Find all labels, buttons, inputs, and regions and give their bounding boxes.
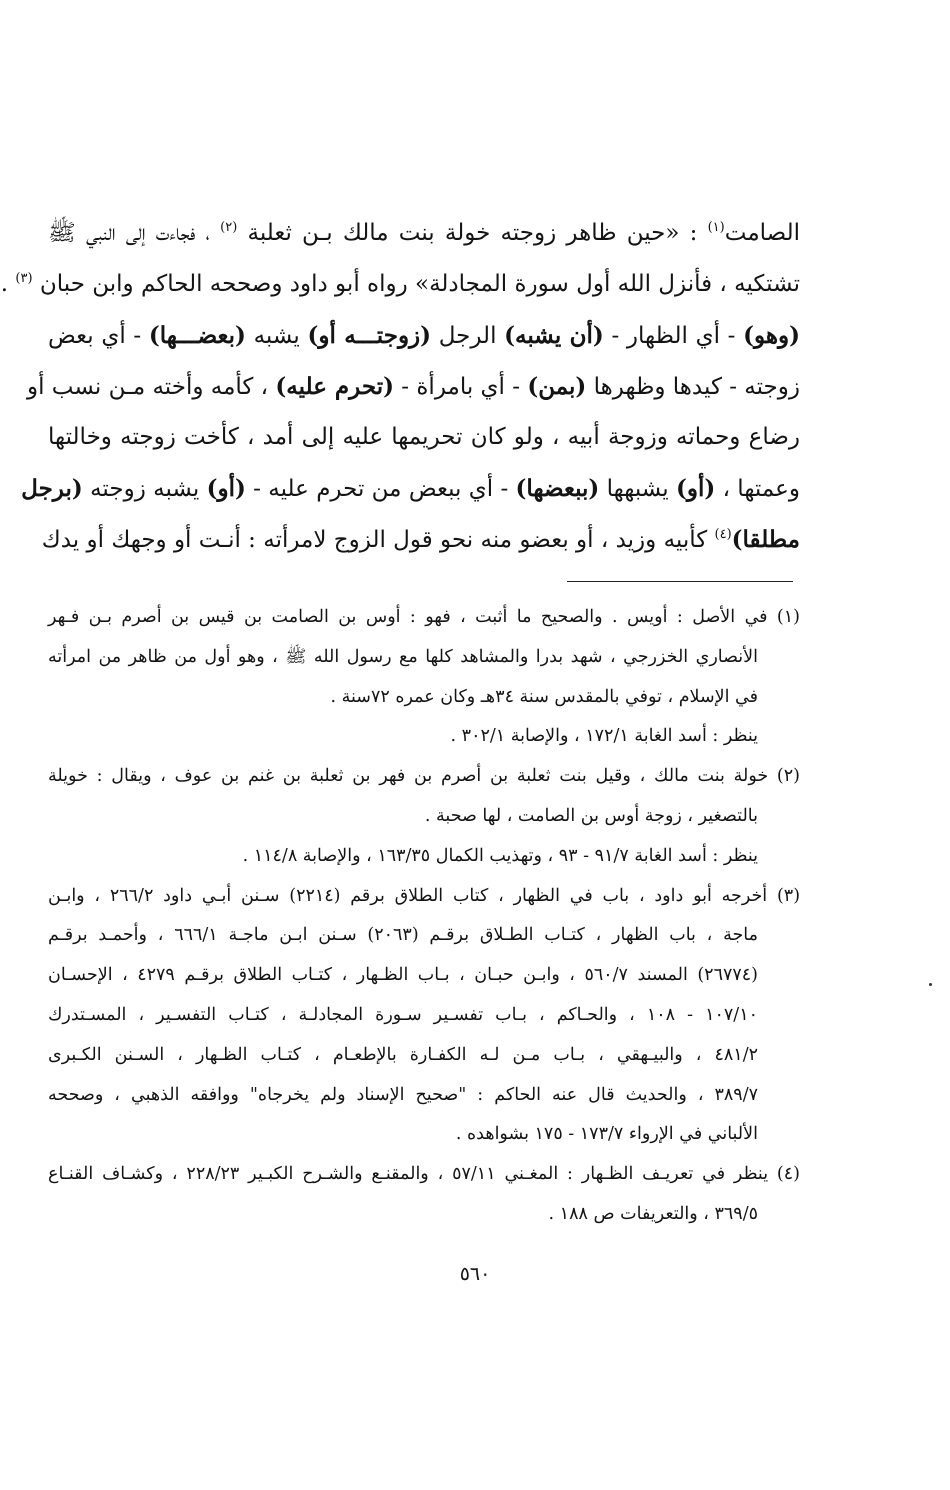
- main-line-5: رضاع وحماته وزوجة أبيه ، ولو كان تحريمها عليه إلى أمد ، كأخت زوجته وخالتها: [48, 424, 800, 450]
- footnote-4-line-2: ٣٦٩/٥ ، والتعريفات ص ١٨٨ .: [548, 1203, 758, 1224]
- text-run: - أي ببعض من تحرم عليه -: [245, 476, 516, 502]
- footnote-1-line-4: ينظر : أسد الغابة ١٧٢/١ ، والإصابة ٣٠٢/١ .: [450, 726, 758, 747]
- footnote-ref-1: (١): [707, 220, 725, 235]
- footnote-3-line-7: الألباني في الإرواء ١٧٣/٧ - ١٧٥ بشواهده .: [455, 1124, 758, 1145]
- footnote-2-line-1: (٢) خولة بنت مالك ، وقيل بنت ثعلبة بن أصرم بن فهر بن ثعلبة بن غنم بن عوف ، ويقال : خويلة: [48, 766, 800, 787]
- footnote-1-line-1: (١) في الأصل : أويس . والصحيح ما أثبت ، فهو : أوس بن الصامت بن قيس بن أصرم بـن فـهر: [48, 607, 800, 627]
- footnotes: [48, 598, 800, 1235]
- text-run: - أي بعض: [48, 323, 149, 349]
- text-run: زوجته - كيدها وظهرها: [586, 374, 800, 400]
- text-run: كأبيه وزيد ، أو بعضو منه نحو قول الزوج لامرأته : أنـت أو وجهك أو يدك: [41, 527, 715, 553]
- text-run: : «حين ظاهر زوجته خولة بنت مالك بـن ثعلبة: [237, 220, 708, 246]
- bold-term: (بمن): [527, 373, 587, 400]
- bold-term: (أو): [676, 475, 716, 502]
- footnote-2-line-2: بالتصغير ، زوجة أوس بن الصامت ، لها صحبة .: [424, 805, 758, 826]
- bold-term: (تحرم عليه): [275, 373, 394, 400]
- footnote-ref-2: (٢): [220, 220, 238, 235]
- main-line-1: [48, 208, 800, 259]
- footnote-3-line-3: (٢٦٧٧٤) المسند ٥٦٠/٧ ، وابـن حبـان ، بـاب الظـهار ، كتـاب الطلاق برقـم ٤٢٧٩ ، الإحسـان: [48, 965, 758, 986]
- footnote-3-line-6: ٣٨٩/٧ ، والحديث قال عنه الحاكم : "صحيح الإسناد ولم يخرجاه" ووافقه الذهبي ، وصححه: [48, 1084, 758, 1105]
- text-run: الصامت: [724, 220, 800, 246]
- bold-term: (زوجتـــه أو): [307, 322, 432, 349]
- footnote-3-line-5: ٤٨١/٢ ، والبيـهقي ، بـاب مـن لـه الكفـارة بالإطعـام ، كتـاب الظـهار ، السـنن الكـبرى: [48, 1044, 758, 1065]
- main-line-7: [41, 514, 800, 565]
- text-run: - أي الظهار -: [603, 323, 744, 349]
- text-run: .: [0, 271, 16, 297]
- footnote-3-line-2: ماجة ، باب الظهار ، كتـاب الطـلاق برقـم (٢٠٦٣) سـنن ابـن ماجـة ٦٦٦/١ ، وأحمـد برقـم: [48, 925, 758, 946]
- text-run: ، كأمه وأخته مـن نسب أو: [26, 374, 276, 400]
- text-run: الرجل: [431, 323, 505, 349]
- bold-term: (ببعضها): [515, 475, 600, 502]
- main-line-4: [26, 361, 800, 412]
- text-run: يشبه: [245, 323, 308, 349]
- footnote-3-line-1: (٣) أخرجه أبو داود ، باب في الظهار ، كتاب الطلاق برقم (٢٢١٤) سـنن أبـي داود ٢٦٦/٢ ، وابـن: [48, 885, 801, 906]
- text-run: - أي بامرأة -: [393, 374, 528, 400]
- footnote-separator: [567, 581, 793, 582]
- bold-term: (أن يشبه): [504, 322, 604, 349]
- footnote-4-line-1: (٤) ينظر في تعريـف الظـهار : المغـني ٥٧/١١ ، والمقنـع والشـرح الكبـير ٢٢٨/٢٣ ، وكشـاف القنـاع: [48, 1164, 800, 1185]
- main-line-2: [0, 259, 800, 310]
- bold-term: (وهو): [743, 322, 800, 349]
- text-run: ، فجاءت إلى النبي ﷺ: [48, 220, 221, 246]
- bold-term: (بعضـــها): [148, 322, 246, 349]
- text-run: يشبهها: [599, 476, 676, 502]
- footnote-2-line-3: ينظر : أسد الغابة ٩١/٧ - ٩٣ ، وتهذيب الكمال ١٦٣/٣٥ ، والإصابة ١١٤/٨ .: [242, 845, 758, 866]
- footnote-ref-4: (٤): [714, 527, 732, 542]
- footnote-ref-3: (٣): [15, 271, 33, 286]
- bold-term: مطلقا): [731, 526, 800, 553]
- main-line-6: [21, 463, 800, 514]
- page-number: ٥٦٠: [459, 1263, 491, 1285]
- scan-speck: [929, 983, 932, 986]
- main-line-3: [48, 310, 800, 361]
- text-run: تشتكيه ، فأنزل الله أول سورة المجادلة» رواه أبو داود وصححه الحاكم وابن حبان: [32, 271, 800, 297]
- bold-term: (أو): [206, 475, 246, 502]
- text-run: وعمتها ،: [715, 476, 800, 502]
- main-text: [0, 208, 800, 565]
- footnote-1-line-3: في الإسلام ، توفي بالمقدس سنة ٣٤هـ وكان عمره ٧٢سنة .: [330, 686, 758, 707]
- text-run: يشبه زوجته: [82, 476, 207, 502]
- footnote-1-line-2: الأنصاري الخزرجي ، شهد بدرا والمشاهد كلها مع رسول الله ﷺ ، وهو أول من ظاهر من امرأته: [48, 646, 758, 667]
- footnote-3-line-4: ١٠٧/١٠ - ١٠٨ ، والحـاكم ، بـاب تفسـير سـورة المجادلـة ، كتـاب التفسـير ، المسـتدرك: [48, 1004, 759, 1025]
- bold-term: (برجل: [21, 475, 83, 502]
